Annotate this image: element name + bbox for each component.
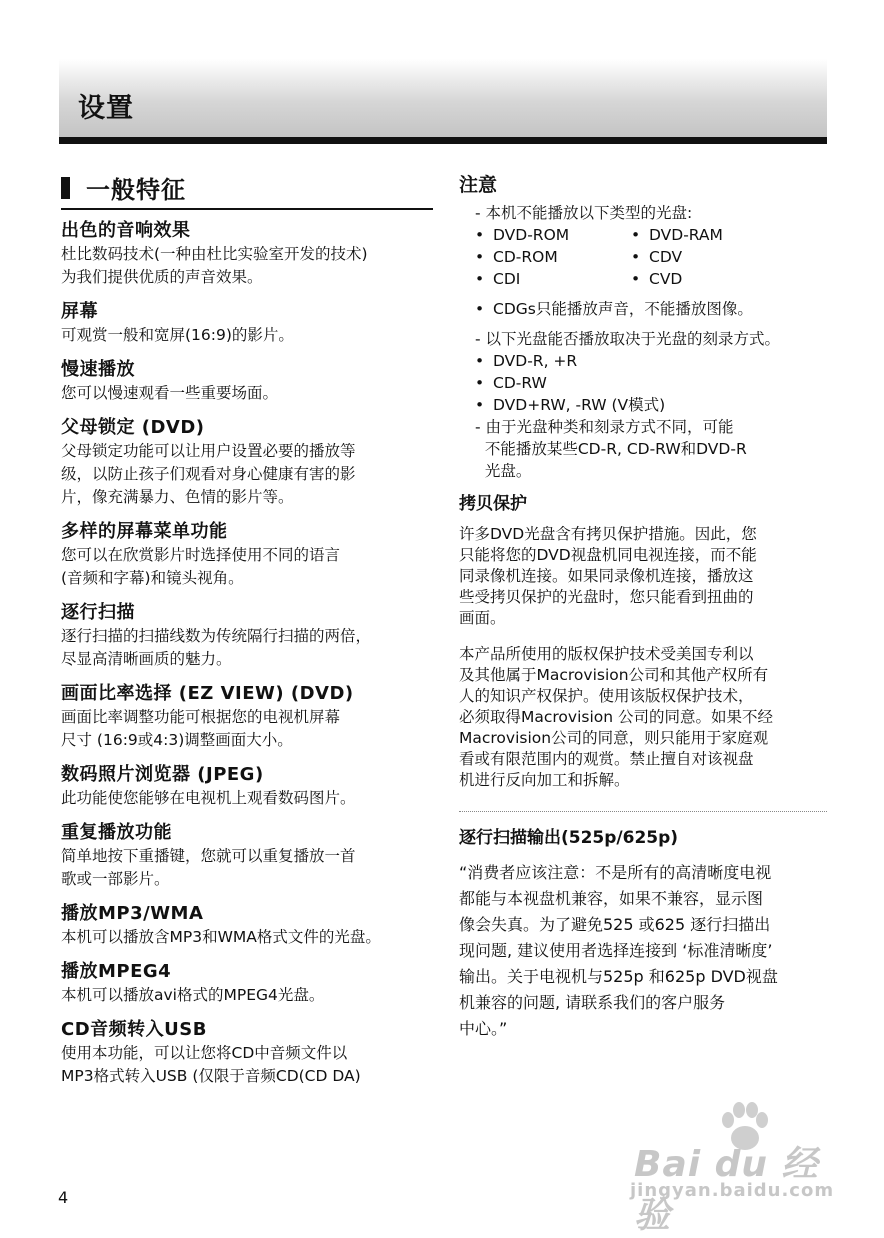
feature-line: (音频和字幕)和镜头视角。 [61, 569, 244, 587]
feature-title: 数码照片浏览器 (JPEG) [61, 764, 264, 785]
right-column [459, 172, 831, 1042]
feature-line: 本机可以播放avi格式的MPEG4光盘。 [61, 986, 325, 1004]
note-compat [459, 416, 831, 482]
paragraph-line: Macrovision公司的同意，则只能用于家庭观 [459, 729, 769, 747]
cdg-note-wrap [459, 298, 831, 320]
feature-line: 使用本功能，可以让您将CD中音频文件以 [61, 1044, 348, 1062]
feature-description [61, 440, 433, 509]
notes-title: 注意 [459, 174, 498, 196]
paragraph-line: 只能将您的DVD视盘机同电视连接，而不能 [459, 546, 757, 564]
feature-line: 画面比率调整功能可根据您的电视机屏幕 [61, 708, 341, 726]
feature-line: 您可以慢速观看一些重要场面。 [61, 384, 279, 402]
feature-line: 级，以防止孩子们观看对身心健康有害的影 [61, 465, 356, 483]
note-line: - 由于光盘种类和刻录方式不同，可能 [475, 418, 734, 436]
feature-title: CD音频转入USB [61, 1019, 207, 1040]
paragraph-line: 机进行反向加工和拆解。 [459, 771, 630, 789]
disc-item: • CD-RW [475, 372, 811, 394]
page-title: 设置 [78, 93, 134, 124]
paragraph-line: 及其他属于Macrovision公司和其他产权所有 [459, 666, 769, 684]
watermark-brand: Bai du 经验 [634, 1144, 819, 1236]
disc-item: • DVD-R, +R [475, 350, 811, 372]
note-recording: - 以下光盘能否播放取决于光盘的刻录方式。 [475, 330, 781, 348]
feature-title: 逐行扫描 [61, 602, 135, 623]
progressive-output-quote [459, 860, 831, 1042]
feature-description [61, 787, 433, 810]
section-title: 一般特征 [86, 176, 186, 204]
feature-line: 片，像充满暴力、色情的影片等。 [61, 488, 294, 506]
baidu-watermark [628, 1100, 838, 1236]
paragraph-line: 机兼容的问题, 请联系我们的客户服务 [459, 993, 726, 1012]
disc-item: • DVD-RAM [631, 224, 811, 246]
feature-item [61, 520, 433, 590]
feature-list [61, 219, 433, 1088]
paragraph-line: 人的知识产权保护。使用该版权保护技术， [459, 687, 754, 705]
feature-description [61, 382, 433, 405]
watermark-site: jingyan.baidu.com [630, 1180, 835, 1201]
feature-item [61, 960, 433, 1007]
feature-line: 尺寸 (16:9或4:3)调整画面大小。 [61, 731, 293, 749]
paragraph-line: 中心。” [459, 1019, 508, 1038]
feature-title: 屏幕 [61, 301, 98, 322]
note-unsupported: - 本机不能播放以下类型的光盘: [475, 204, 693, 222]
feature-item [61, 902, 433, 949]
copy-paragraph-1 [459, 524, 831, 629]
paragraph-line: 输出。关于电视机与525p 和625p DVD视盘 [459, 967, 778, 986]
section-marker [61, 177, 70, 199]
feature-description [61, 544, 433, 590]
recordable-disc-list [459, 350, 831, 416]
disc-item: • DVD-ROM [475, 224, 631, 246]
feature-line: 您可以在欣赏影片时选择使用不同的语言 [61, 546, 341, 564]
feature-description [61, 625, 433, 671]
disc-item: • CDV [631, 246, 811, 268]
header-rule [59, 137, 827, 144]
disc-item: • CDI [475, 268, 631, 290]
disc-item: • DVD+RW, -RW (V模式) [475, 394, 811, 416]
note-line: 不能播放某些CD-R, CD-RW和DVD-R [475, 440, 747, 458]
feature-item [61, 219, 433, 289]
feature-item [61, 1018, 433, 1088]
page-number: 4 [58, 1188, 69, 1207]
paragraph-line: 画面。 [459, 609, 506, 627]
disc-item: • CVD [631, 268, 811, 290]
feature-line: 为我们提供优质的声音效果。 [61, 268, 263, 286]
feature-item [61, 300, 433, 347]
feature-item [61, 601, 433, 671]
feature-description [61, 845, 433, 891]
feature-description [61, 706, 433, 752]
unsupported-disc-grid [459, 224, 831, 290]
section-heading [61, 170, 433, 210]
feature-item [61, 682, 433, 752]
feature-line: 尽显高清晰画质的魅力。 [61, 650, 232, 668]
feature-title: 出色的音响效果 [61, 220, 191, 241]
feature-line: 简单地按下重播键，您就可以重复播放一首 [61, 847, 356, 865]
copy-paragraph-2 [459, 644, 831, 791]
feature-title: 重复播放功能 [61, 822, 172, 843]
header-band [59, 59, 827, 137]
feature-title: 父母锁定 (DVD) [61, 417, 205, 438]
feature-title: 播放MP3/WMA [61, 903, 204, 924]
feature-line: 此功能使您能够在电视机上观看数码图片。 [61, 789, 356, 807]
feature-item [61, 821, 433, 891]
paragraph-line: “消费者应该注意：不是所有的高清晰度电视 [459, 863, 772, 882]
disc-item: • CD-ROM [475, 246, 631, 268]
feature-description [61, 243, 433, 289]
feature-title: 画面比率选择 (EZ VIEW) (DVD) [61, 683, 354, 704]
feature-description [61, 324, 433, 347]
feature-description [61, 926, 433, 949]
feature-item [61, 763, 433, 810]
paragraph-line: 同录像机连接。如果同录像机连接，播放这 [459, 567, 754, 585]
feature-description [61, 984, 433, 1007]
paragraph-line: 看或有限范围内的观赏。禁止擅自对该视盘 [459, 750, 754, 768]
feature-line: 可观赏一般和宽屏(16:9)的影片。 [61, 326, 294, 344]
paragraph-line: 必须取得Macrovision 公司的同意。如果不经 [459, 708, 774, 726]
feature-title: 播放MPEG4 [61, 961, 172, 982]
paragraph-line: 本产品所使用的版权保护技术受美国专利以 [459, 645, 754, 663]
paragraph-line: 现问题, 建议使用者选择连接到 ‘标准清晰度’ [459, 941, 773, 960]
feature-line: 逐行扫描的扫描线数为传统隔行扫描的两倍， [61, 627, 372, 645]
paragraph-line: 些受拷贝保护的光盘时，您只能看到扭曲的 [459, 588, 754, 606]
feature-line: 本机可以播放含MP3和WMA格式文件的光盘。 [61, 928, 381, 946]
paragraph-line: 都能与本视盘机兼容，如果不兼容，显示图 [459, 889, 764, 908]
progressive-output-title: 逐行扫描输出(525p/625p) [459, 828, 679, 848]
cdg-note: • CDGs只能播放声音，不能播放图像。 [475, 298, 811, 320]
feature-title: 慢速播放 [61, 359, 135, 380]
left-column [61, 170, 433, 1099]
feature-description [61, 1042, 433, 1088]
feature-line: MP3格式转入USB (仅限于音频CD(CD DA) [61, 1067, 361, 1085]
feature-line: 歌或一部影片。 [61, 870, 170, 888]
feature-item [61, 416, 433, 509]
feature-item [61, 358, 433, 405]
paragraph-line: 许多DVD光盘含有拷贝保护措施。因此，您 [459, 525, 757, 543]
paragraph-line: 像会失真。为了避免525 或625 逐行扫描出 [459, 915, 771, 934]
feature-line: 杜比数码技术(一种由杜比实验室开发的技术) [61, 245, 368, 263]
copy-protection-title: 拷贝保护 [459, 494, 527, 514]
note-line: 光盘。 [475, 462, 532, 480]
dotted-divider [459, 811, 827, 812]
feature-line: 父母锁定功能可以让用户设置必要的播放等 [61, 442, 356, 460]
feature-title: 多样的屏幕菜单功能 [61, 521, 228, 542]
